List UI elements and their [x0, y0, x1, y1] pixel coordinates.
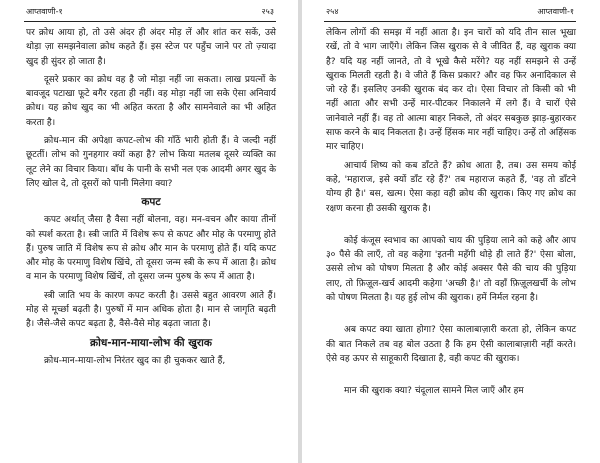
paragraph-gap	[326, 309, 576, 323]
right-header-title: आप्तवाणी-१	[537, 7, 574, 16]
paragraph: कपट अर्थात् जैसा है वैसा नहीं बोलना, वह। मन-वचन और काया तीनों को स्पर्श करता है। स्त्री जाति में विशेष रूप से कपट और मोह के परमाणु होते हैं। पुरुष जाति में विशेष रूप से क्रोध और मान के परमाणु होते हैं। यदि कपट और मोह के परमाणु विशेष खिंचे, तो दूसरा जन्म स्त्री के रूप में आता है। क्रोध व मान के परमाणु विशेष खिंचें, तो दूसरा जन्म पुरुष के रूप में आता है।	[26, 215, 276, 283]
left-page-body	[26, 26, 276, 372]
paragraph: लेकिन लोगों की समझ में नहीं आता है। इन चारों को यदि तीन साल भूखा रखें, तो वे भाग जाएँगे। लेकिन जिस खुराक से वे जीवित हैं, वह खुराक क्या है? यदि यह नहीं जानते, तो वे भूखे कैसे मरेंगे? यह नहीं समझने से उन्हें खुराक मिलती रहती है। वे जीते हैं किस प्रकार? और वह फिर अनादिकाल से जो रहे हैं। इसलिए उनकी खुराक बंद कर दो। ऐसा विचार तो किसी को भी नहीं आता और सभी उन्हें मार-पीटकर निकालने में लगे हैं। वे चारों ऐसे जानेवाले नहीं हैं। वह तो आत्मा बाहर निकले, तो अंदर सबकुछ झाड़-बुहारकर साफ करने के बाद निकलता है। उन्हें हिंसक मार नहीं चाहिए। उन्हें तो अहिंसक मार चाहिए।	[326, 28, 576, 153]
paragraph: आचार्य शिष्य को कब डाँटते हैं? क्रोध आता है, तब। उस समय कोई कहे, 'महाराज, इसे क्यों डाँट रहे हैं?' तब महाराज कहते हैं, 'वह तो डाँटने योग्य ही है।' बस, खत्म। ऐसा कहा वही क्रोध की खुराक। किए गए क्रोध का रक्षण करना ही उसकी खुराक है।	[326, 160, 576, 214]
left-page-header	[26, 6, 274, 18]
left-header-rule	[24, 21, 276, 22]
paragraph: क्रोध-मान की अपेक्षा कपट-लोभ की गाँठें भारी होती हैं। वे जल्दी नहीं छूटतीं। लोभ को गुनहगार क्यों कहा है? लोभ किया मतलब दूसरे व्यक्ति का लूट लेने का विचार किया। बाँध के पानी के सभी नल एक आदमी अगर खुद के लिए खोल दे, तो दूसरों को पानी मिलेगा क्या?	[26, 136, 276, 189]
left-header-title: आप्तवाणी-१	[26, 7, 63, 16]
right-header-rule	[324, 21, 576, 22]
paragraph: क्रोध-मान-माया-लोभ निरंतर खुद का ही चुककर खाते हैं,	[44, 355, 226, 366]
right-page	[300, 0, 600, 463]
paragraph: अब कपट क्या खाता होगा? ऐसा कालाबाज़ारी करता हो, लेकिन कपट की बात निकले तब वह बोल उठता है कि हम ऐसी कालाबाज़ारी नहीं करते। ऐसे वह ऊपर से साहूकारी दिखाता है, वही कपट की खुराक।	[326, 325, 576, 364]
paragraph-gap	[326, 370, 576, 384]
paragraph: दूसरे प्रकार का क्रोध वह है जो मोड़ा नहीं जा सकता। लाख प्रयत्नों के बावजूद पटाखा फूटे बगैर रहता ही नहीं। वह मोड़ा नहीं जा सके ऐसा अनिवार्य क्रोध। यह क्रोध खुद का भी अहित करता है और सामनेवाले का भी अहित करता है।	[26, 74, 276, 128]
left-page-number: २५३	[261, 7, 274, 16]
section-heading: क्रोध-मान-माया-लोभ की खुराक	[90, 336, 212, 349]
paragraph: मान की खुराक क्या? चंदूलाल सामने मिल जाएँ और हम	[344, 386, 524, 397]
right-page-header	[326, 6, 574, 18]
paragraph: कोई कंजूस स्वभाव का आपको चाय की पुड़िया लाने को कहे और आप ३० पैसे की लाएँ, तो वह कहेगा 'इतनी महँगी थोड़े ही लाते हैं?' ऐसा बोला, उससे लोभ को पोषण मिलता है और कोई अक्सर पैसे की चाय की पुड़िया लाए, तो फ़िज़ूल-खर्च आदमी कहेगा 'अच्छी है।' तो वहाँ फ़िज़ूलखर्ची के लोभ को पोषण मिलता है। यह हुई लोभ की खुराक। हमें निर्मल रहना है।	[326, 235, 576, 304]
paragraph: स्त्री जाति भय के कारण कपट करती है। उससे बहुत आवरण आते हैं। मोह से मूर्च्छा बढ़ती है। पुरुषों में मान अधिक होता है। मान से जागृति बढ़ती है। जैसे-जैसे कपट बढ़ता है, वैसे-वैसे मोह बढ़ता जाता है।	[26, 290, 276, 330]
right-page-body	[326, 26, 576, 403]
section-heading: कपट	[141, 196, 161, 209]
right-page-number: २५४	[326, 7, 339, 16]
paragraph: पर क्रोध आया हो, तो उसे अंदर ही अंदर मोड़ लें और शांत कर सकें, उसे थोड़ा ज़ा समझनेवाला क्रोध कहते हैं। इस स्टेज पर पहुँच जाने पर तो ज़्यादा खुद ही सुंदर हो जाता है।	[26, 28, 276, 67]
paragraph-gap	[326, 220, 576, 234]
